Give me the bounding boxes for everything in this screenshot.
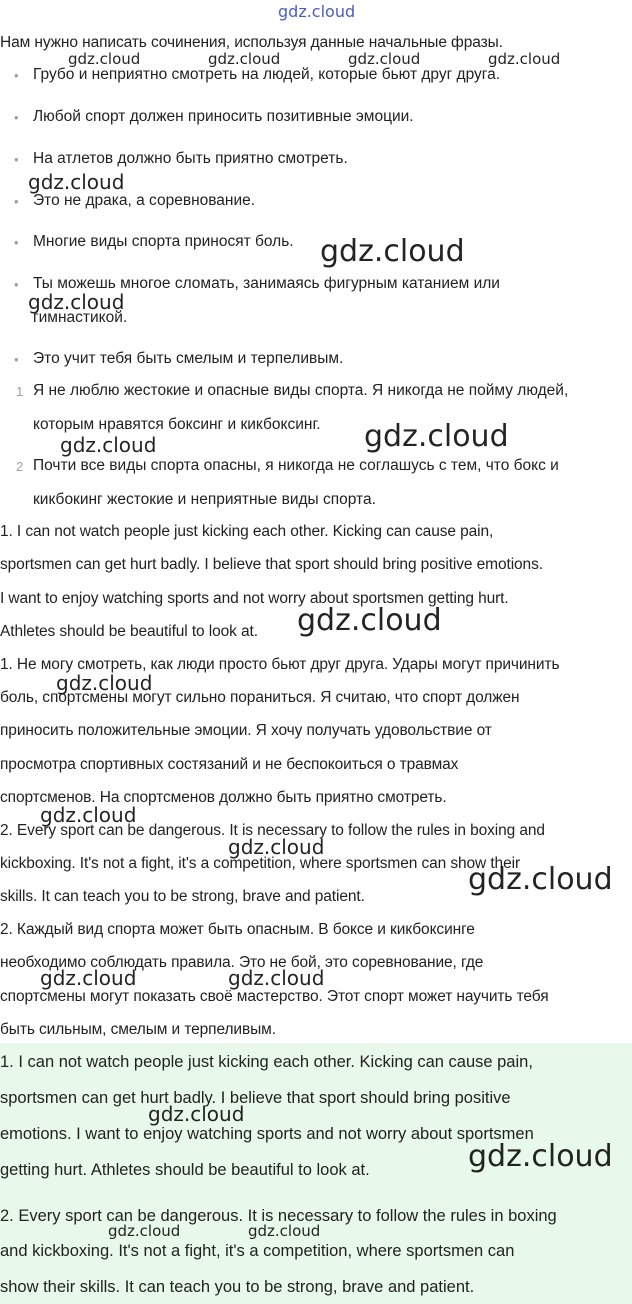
answer-line: 1. I can not watch people just kicking each other. Kicking can cause pain,	[0, 1053, 533, 1071]
watermark: gdz.cloud	[208, 50, 281, 68]
bullet-dot: •	[14, 277, 19, 292]
list-item: Многие виды спорта приносят боль.	[33, 233, 294, 250]
text-line: sportsmen can get hurt badly. I believe that sport should bring positive emotions.	[0, 556, 543, 573]
text-line: skills. It can teach you to be strong, brave and patient.	[0, 888, 365, 905]
text-line: быть сильным, смелым и терпеливым.	[0, 1021, 276, 1038]
answer-line: 2. Every sport can be dangerous. It is necessary to follow the rules in boxing	[0, 1207, 557, 1225]
answer-line: getting hurt. Athletes should be beautiful to look at.	[0, 1161, 370, 1179]
intro-text: Нам нужно написать сочинения, используя данные начальные фразы.	[0, 34, 503, 51]
text-line: приносить положительные эмоции. Я хочу получать удовольствие от	[0, 722, 492, 739]
answer-line: emotions. I want to enjoy watching sports and not worry about sportsmen	[0, 1125, 534, 1143]
bullet-dot: •	[14, 152, 19, 167]
watermark: gdz.cloud	[468, 862, 613, 897]
list-item-continuation: которым нравятся боксинг и кикбоксинг.	[33, 416, 321, 433]
text-line: kickboxing. It's not a fight, it's a competition, where sportsmen can show their	[0, 855, 520, 872]
list-item: Ты можешь многое сломать, занимаясь фигурным катанием или	[33, 275, 500, 292]
text-line: 2. Every sport can be dangerous. It is necessary to follow the rules in boxing and	[0, 822, 545, 839]
list-item: Любой спорт должен приносить позитивные эмоции.	[33, 108, 414, 125]
watermark: gdz.cloud	[40, 803, 137, 827]
list-item: Грубо и неприятно смотреть на людей, которые бьют друг друга.	[33, 66, 501, 83]
list-item: Это не драка, а соревнование.	[33, 192, 256, 209]
watermark: gdz.cloud	[108, 1222, 181, 1240]
list-number: 2	[16, 459, 24, 474]
bullet-dot: •	[14, 352, 19, 367]
text-line: спортсменов. На спортсменов должно быть приятно смотреть.	[0, 789, 447, 806]
watermark: gdz.cloud	[320, 234, 465, 269]
text-line: спортсмены могут показать своё мастерство. Этот спорт может научить тебя	[0, 988, 549, 1005]
list-item: Я не люблю жестокие и опасные виды спорта. Я никогда не пойму людей,	[33, 382, 569, 399]
watermark: gdz.cloud	[148, 1102, 245, 1126]
text-line: I want to enjoy watching sports and not worry about sportsmen getting hurt.	[0, 590, 509, 607]
bullet-dot: •	[14, 194, 19, 209]
watermark: gdz.cloud	[28, 290, 125, 314]
text-line: Athletes should be beautiful to look at.	[0, 623, 258, 640]
list-item: Это учит тебя быть смелым и терпеливым.	[33, 350, 344, 367]
list-item-continuation: гимнастикой.	[33, 309, 128, 326]
answer-line: sportsmen can get hurt badly. I believe that sport should bring positive	[0, 1089, 511, 1107]
list-number: 1	[16, 384, 24, 399]
bullet-dot: •	[14, 110, 19, 125]
watermark: gdz.cloud	[40, 966, 137, 990]
watermark: gdz.cloud	[248, 1222, 321, 1240]
watermark: gdz.cloud	[228, 966, 325, 990]
answer-line: and kickboxing. It's not a fight, it's a competition, where sportsmen can	[0, 1242, 515, 1260]
list-item: На атлетов должно быть приятно смотреть.	[33, 150, 348, 167]
header-watermark: gdz.cloud	[278, 2, 356, 21]
watermark: gdz.cloud	[348, 50, 421, 68]
answer-line: show their skills. It can teach you to be strong, brave and patient.	[0, 1278, 475, 1296]
watermark: gdz.cloud	[297, 603, 442, 638]
watermark: gdz.cloud	[68, 50, 141, 68]
watermark: gdz.cloud	[28, 170, 125, 194]
watermark: gdz.cloud	[488, 50, 561, 68]
watermark: gdz.cloud	[468, 1139, 613, 1174]
text-line: необходимо соблюдать правила. Это не бой, это соревнование, где	[0, 954, 484, 971]
text-line: 1. Не могу смотреть, как люди просто бьют друг друга. Удары могут причинить	[0, 656, 560, 673]
bullet-dot: •	[14, 68, 19, 83]
watermark: gdz.cloud	[56, 671, 153, 695]
text-line: 1. I can not watch people just kicking each other. Kicking can cause pain,	[0, 523, 494, 540]
list-item: Почти все виды спорта опасны, я никогда не соглашусь с тем, что бокс и	[33, 457, 559, 474]
text-line: 2. Каждый вид спорта может быть опасным. В боксе и кикбоксинге	[0, 921, 475, 938]
watermark: gdz.cloud	[60, 433, 157, 457]
watermark: gdz.cloud	[228, 835, 325, 859]
watermark: gdz.cloud	[364, 419, 509, 454]
text-line: боль, спортсмены могут сильно пораниться. Я считаю, что спорт должен	[0, 689, 520, 706]
bullet-dot: •	[14, 235, 19, 250]
list-item-continuation: кикбокинг жестокие и неприятные виды спорта.	[33, 491, 376, 508]
text-line: просмотра спортивных состязаний и не беспокоиться о травмах	[0, 756, 459, 773]
